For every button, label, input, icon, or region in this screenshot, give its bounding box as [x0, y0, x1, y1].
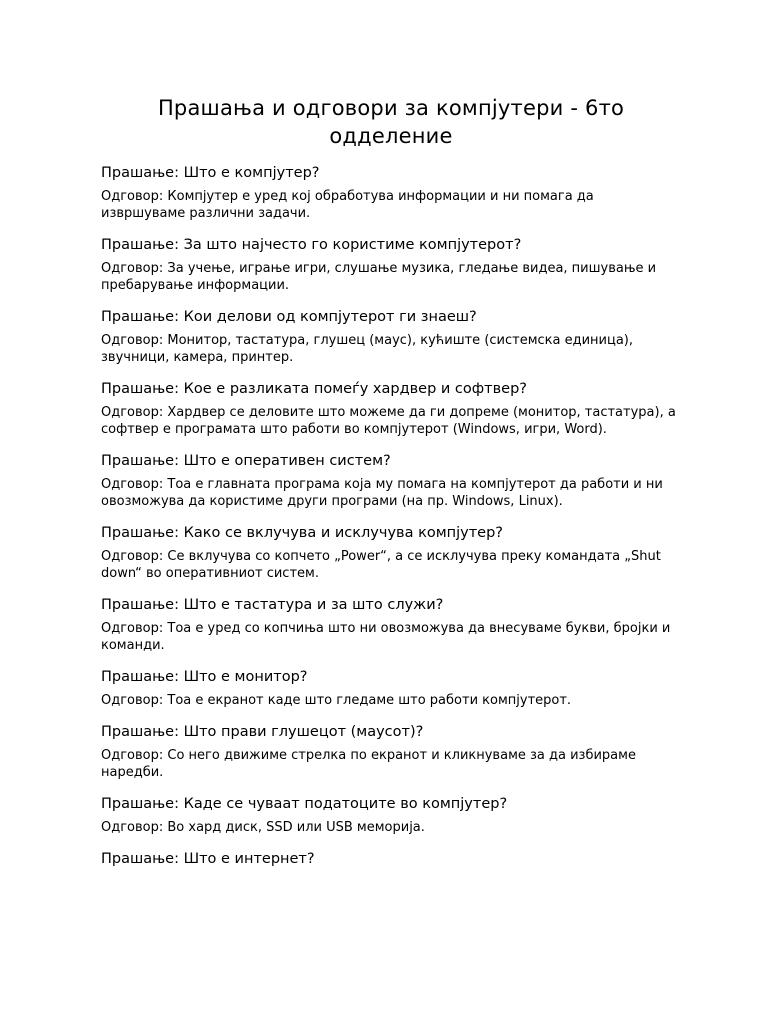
- question-text: Прашање: Што е оперативен систем?: [101, 453, 391, 469]
- qa-list: [101, 164, 681, 868]
- document-title: Прашања и одговори за компјутери - 6то одделение: [157, 96, 625, 148]
- answer-text: Одговор: Тоа е екранот каде што гледаме што работи компјутерот.: [101, 693, 572, 708]
- answer-text: Одговор: Се вклучува со копчето „Power“, а се исклучува преку командата „Shut down“ во оперативниот систем.: [101, 549, 661, 581]
- qa-item-10: [101, 795, 681, 836]
- answer-text: Одговор: Тоа е уред со копчиња што ни овозможува да внесуваме букви, бројки и команди.: [101, 621, 671, 653]
- question-text: Прашање: Што е компјутер?: [101, 165, 320, 181]
- qa-item-1: [101, 164, 681, 222]
- qa-item-7: [101, 596, 681, 654]
- answer-text: Одговор: За учење, играње игри, слушање музика, гледање видеа, пишување и пребарување информации.: [101, 261, 657, 293]
- qa-item-8: [101, 668, 681, 709]
- answer-text: Одговор: Со него движиме стрелка по екранот и кликнуваме за да избираме наредби.: [101, 748, 636, 780]
- question-text: Прашање: Што е интернет?: [101, 851, 315, 867]
- answer-text: Одговор: Во хард диск, SSD или USB меморија.: [101, 820, 425, 835]
- qa-item-11: [101, 850, 681, 868]
- document-page: [101, 0, 681, 882]
- qa-item-2: [101, 236, 681, 294]
- qa-item-3: [101, 308, 681, 366]
- qa-item-5: [101, 452, 681, 510]
- question-text: Прашање: Што е тастатура и за што служи?: [101, 597, 444, 613]
- question-text: Прашање: Кое е разликата помеѓу хардвер и софтвер?: [101, 381, 527, 397]
- question-text: Прашање: За што најчесто го користиме компјутерот?: [101, 237, 522, 253]
- qa-item-6: [101, 524, 681, 582]
- answer-text: Одговор: Монитор, тастатура, глушец (маус), кућиште (системска единица), звучници, камера, принтер.: [101, 333, 634, 365]
- question-text: Прашање: Како се вклучува и исклучува компјутер?: [101, 525, 503, 541]
- question-text: Прашање: Што прави глушецот (маусот)?: [101, 724, 424, 740]
- answer-text: Одговор: Хардвер се деловите што можеме да ги допреме (монитор, тастатура), а софтвер е програмата што работи во компјутерот (Windows, игри, Word).: [101, 405, 676, 437]
- qa-item-4: [101, 380, 681, 438]
- qa-item-9: [101, 723, 681, 781]
- answer-text: Одговор: Тоа е главната програма која му помага на компјутерот да работи и ни овозможува да користиме други програми (на пр. Windows, Linux).: [101, 477, 663, 509]
- answer-text: Одговор: Компјутер е уред кој обработува информации и ни помага да извршуваме различни задачи.: [101, 189, 594, 221]
- question-text: Прашање: Што е монитор?: [101, 669, 308, 685]
- question-text: Прашање: Каде се чуваат податоците во компјутер?: [101, 796, 508, 812]
- question-text: Прашање: Кои делови од компјутерот ги знаеш?: [101, 309, 477, 325]
